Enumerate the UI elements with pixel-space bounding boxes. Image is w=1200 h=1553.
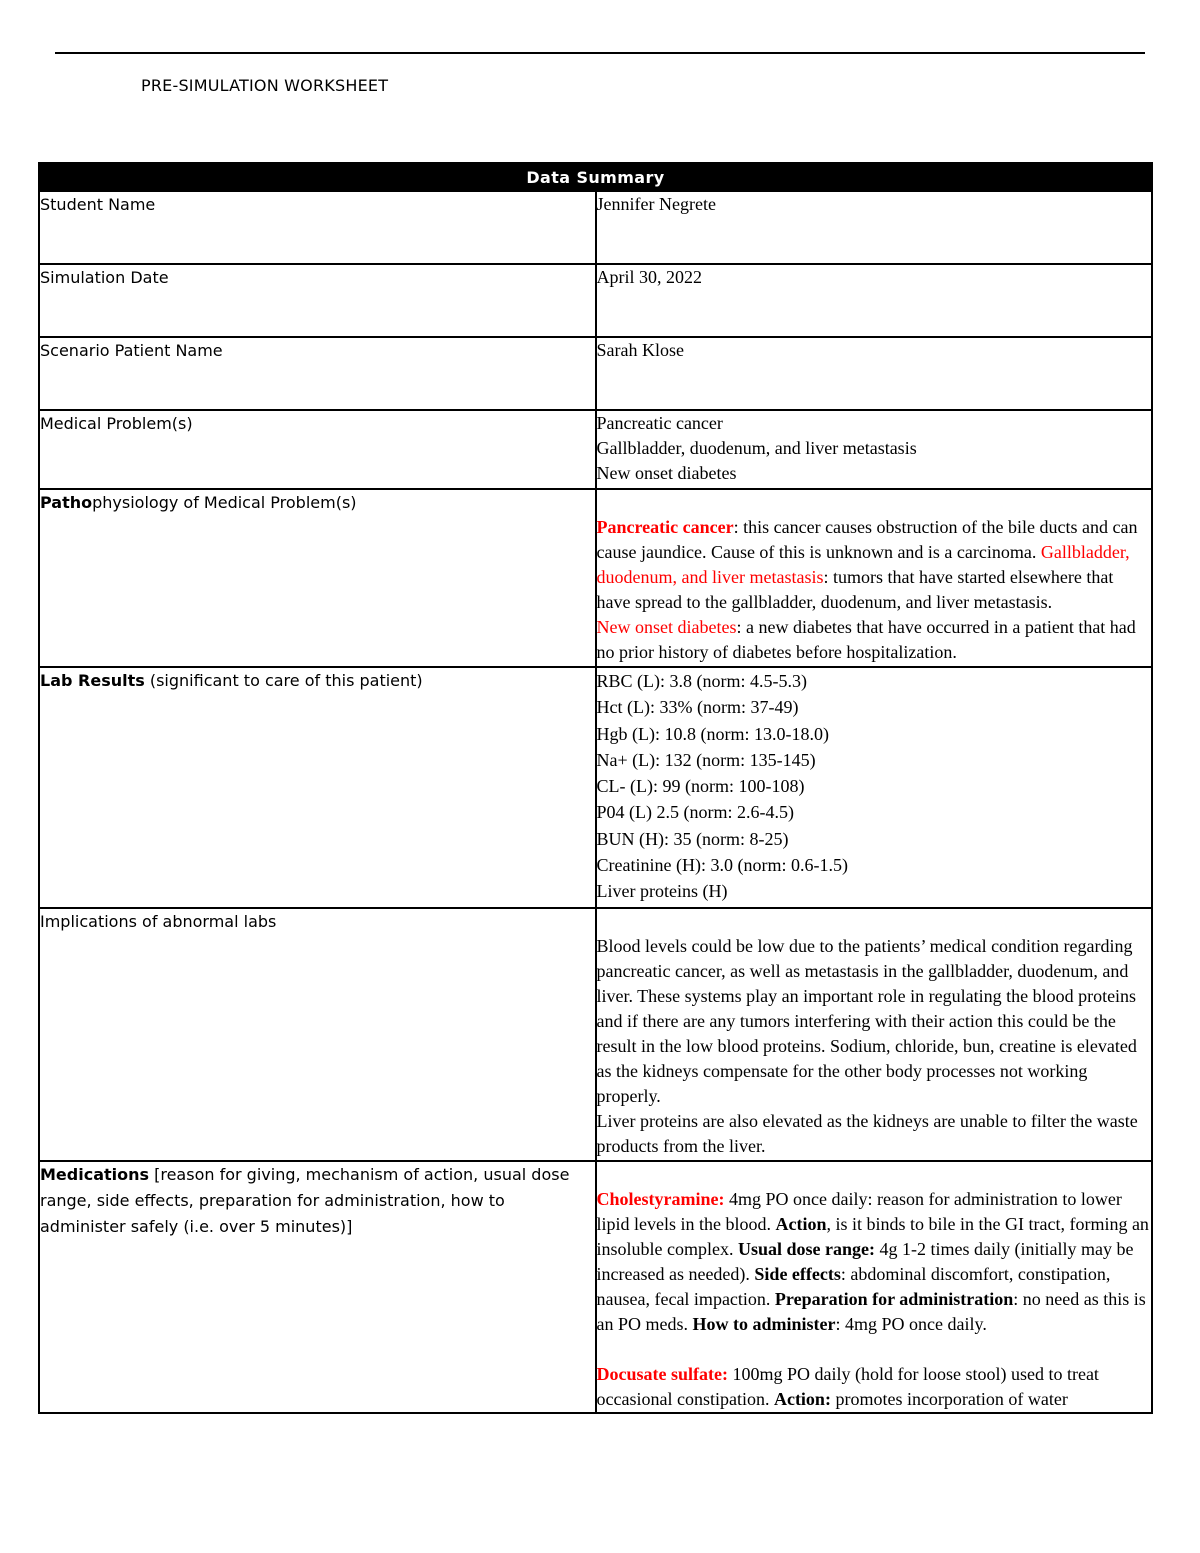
top-rule [55,52,1145,54]
metastasis-term: Gallbladder, duodenum, and liver metastasis [596,542,1130,587]
lab-results-value [596,667,1153,908]
pathophysiology-label-rest: physiology of Medical Problem(s) [92,493,357,512]
medical-problems-label: Medical Problem(s) [39,410,596,489]
data-summary-table [38,162,1153,1414]
simulation-date-value: April 30, 2022 [596,264,1153,337]
student-name-value: Jennifer Negrete [596,191,1153,264]
medications-value [596,1161,1153,1413]
table-header-row [39,163,1152,191]
row-medications [39,1161,1152,1413]
patient-name-value: Sarah Klose [596,337,1153,410]
table-header: Data Summary [39,163,1152,191]
row-patient-name [39,337,1152,410]
student-name-label: Student Name [39,191,596,264]
lab-result-item: Liver proteins (H) [596,881,728,902]
medical-problem-item: Gallbladder, duodenum, and liver metastasis [596,438,917,458]
pathophysiology-label-bold: Patho [40,493,93,512]
implications-label: Implications of abnormal labs [39,908,596,1161]
implications-value [596,908,1153,1161]
implications-paragraph-2: Liver proteins are also elevated as the kidneys are unable to filter the waste products from the liver. [596,1111,1138,1156]
lab-result-item: Creatinine (H): 3.0 (norm: 0.6-1.5) [596,855,848,876]
metastasis-text: : tumors that have started elsewhere that have spread to the gallbladder, duodenum, and liver metastasis. [596,567,1114,612]
medication-docusate: Docusate sulfate: 100mg PO daily (hold for loose stool) used to treat occasional constipation. Action: promotes incorporation of water [596,1364,1099,1409]
lab-result-item: BUN (H): 35 (norm: 8-25) [596,828,789,849]
medical-problem-item: Pancreatic cancer [596,413,723,433]
row-student-name [39,191,1152,264]
lab-result-item: Hct (L): 33% (norm: 37-49) [596,697,799,718]
medical-problem-item: New onset diabetes [596,463,737,483]
row-implications [39,908,1152,1161]
document-title: PRE-SIMULATION WORKSHEET [141,76,389,95]
medical-problems-value [596,410,1153,489]
med1-name: Cholestyramine: [596,1189,725,1209]
patient-name-label: Scenario Patient Name [39,337,596,410]
lab-results-label [39,667,596,908]
row-lab-results [39,667,1152,908]
lab-result-item: CL- (L): 99 (norm: 100-108) [596,776,805,797]
lab-result-item: Hgb (L): 10.8 (norm: 13.0-18.0) [596,723,829,744]
pathophysiology-value [596,489,1153,667]
lab-result-item: P04 (L) 2.5 (norm: 2.6-4.5) [596,802,794,823]
pathophysiology-label [39,489,596,667]
medications-label-rest: [reason for giving, mechanism of action, usual dose range, side effects, preparation for administration, how to administer safely (i.e. over 5 minutes)] [40,1165,570,1236]
diabetes-text: : a new diabetes that have occurred in a patient that had no prior history of diabetes before hospitalization. [596,617,1136,662]
row-simulation-date [39,264,1152,337]
med2-name: Docusate sulfate: [596,1364,728,1384]
row-medical-problems [39,410,1152,489]
lab-result-item: RBC (L): 3.8 (norm: 4.5-5.3) [596,671,807,691]
pancreatic-cancer-term: Pancreatic cancer [596,517,734,537]
medication-cholestyramine: Cholestyramine: 4mg PO once daily: reason for administration to lower lipid levels in the blood. Action, is it binds to bile in the GI tract, forming an insoluble complex. Usual dose range: 4g 1-2 times daily (initially may be increased as needed). Side effects: abdominal discomfort, constipation, nausea, fecal impaction. Preparation for administration: no need as this is an PO meds. How to administer: 4mg PO once daily. [596,1189,1149,1334]
diabetes-term: New onset diabetes [596,617,737,637]
medications-label [39,1161,596,1413]
simulation-date-label: Simulation Date [39,264,596,337]
medications-label-bold: Medications [40,1165,150,1184]
lab-results-label-bold: Lab Results [40,671,145,690]
pancreatic-cancer-text: : this cancer causes obstruction of the bile ducts and can cause jaundice. Cause of this is unknown and is a carcinoma. [596,517,1138,562]
lab-result-item: Na+ (L): 132 (norm: 135-145) [596,749,816,770]
row-pathophysiology [39,489,1152,667]
lab-results-label-rest: (significant to care of this patient) [144,671,423,690]
implications-paragraph-1: Blood levels could be low due to the patients’ medical condition regarding pancreatic cancer, as well as metastasis in the gallbladder, duodenum, and liver. These systems play an important role in regulating the blood proteins and if there are any tumors interfering with their action this could be the result in the low blood proteins. Sodium, chloride, bun, creatine is elevated as the kidneys compensate for the other body processes not working properly. [596,936,1137,1106]
